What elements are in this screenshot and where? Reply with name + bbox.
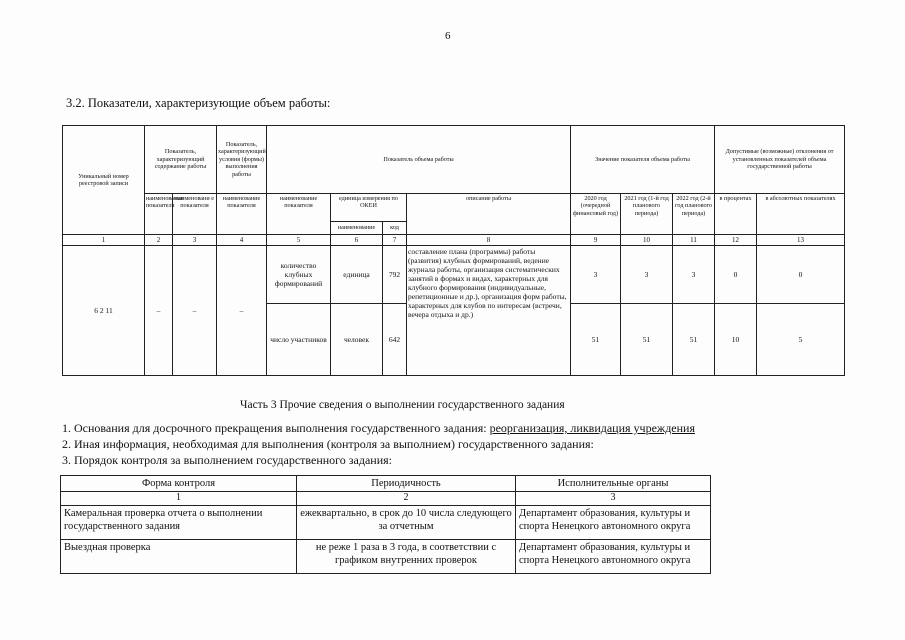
value-2022: 3 (673, 246, 715, 304)
column-number: 9 (571, 235, 621, 246)
page-number: 6 (445, 30, 451, 42)
header-content-indicator: Показатель, характеризующий содержание работы (145, 126, 217, 194)
control-header-form: Форма контроля (61, 476, 297, 492)
column-number: 6 (331, 235, 383, 246)
section-title: 3.2. Показатели, характеризующие объем работы: (66, 96, 331, 110)
work-description: составление плана (программы) работы (развития) клубных формирований, ведение журнала работы, организация систематических занятий в формах и видах, характерных для клубного формирования (индивидуальные, репетиционные и др.), организация форм работы, характерных для клубов по интересам (встречи, вечера отдыха и др.) (407, 246, 571, 376)
header-indicator-name-2: наименовани е показателя (173, 194, 217, 235)
work-volume-table (62, 125, 845, 376)
dash-cell: – (173, 246, 217, 376)
column-number: 5 (267, 235, 331, 246)
header-year-2020: 2020 год (очередной финансовый год) (571, 194, 621, 235)
header-indicator-name-3: наименование показателя (217, 194, 267, 235)
deviation-percent: 0 (715, 246, 757, 304)
value-2020: 51 (571, 304, 621, 376)
control-procedure-line: 3. Порядок контроля за выполнением государственного задания: (62, 453, 392, 467)
value-2022: 51 (673, 304, 715, 376)
header-conditions-indicator: Показатель, характеризующий условия (формы) выполнения работы (217, 126, 267, 194)
column-number: 1 (63, 235, 145, 246)
indicator-name: число участников (267, 304, 331, 376)
control-periodicity: ежеквартально, в срок до 10 числа следующего за отчетным (297, 505, 516, 539)
header-unique-number: Уникальный номер реестровой записи (63, 126, 145, 235)
header-year-2021: 2021 год (1-й год планового периода) (621, 194, 673, 235)
deviation-absolute: 0 (757, 246, 845, 304)
deviation-percent: 10 (715, 304, 757, 376)
control-periodicity: не реже 1 раза в 3 года, в соответствии с графиком внутренних проверок (297, 539, 516, 573)
control-column-number: 1 (61, 492, 297, 506)
header-in-percent: в процентах (715, 194, 757, 235)
header-volume-indicator: Показатель объема работы (267, 126, 571, 194)
control-column-number: 3 (516, 492, 711, 506)
header-volume-values: Значение показателя объема работы (571, 126, 715, 194)
control-table (60, 475, 711, 574)
control-header-bodies: Исполнительные органы (516, 476, 711, 492)
control-column-number: 2 (297, 492, 516, 506)
control-header-period: Периодичность (297, 476, 516, 492)
header-okei-unit: единица измерения по ОКЕИ (331, 194, 407, 222)
other-info-line: 2. Иная информация, необходимая для выполнения (контроля за выполнием) государственного задания: (62, 437, 594, 451)
control-executive-body: Департамент образования, культуры и спорта Ненецкого автономного округа (516, 539, 711, 573)
unit-name: человек (331, 304, 383, 376)
registry-code: 6 2 11 (63, 246, 145, 376)
column-number: 3 (173, 235, 217, 246)
column-number: 8 (407, 235, 571, 246)
header-absolute: в абсолютных показателях (757, 194, 845, 235)
value-2021: 3 (621, 246, 673, 304)
deviation-absolute: 5 (757, 304, 845, 376)
header-work-description: описание работы (407, 194, 571, 235)
column-number: 7 (383, 235, 407, 246)
header-allowed-deviation: Допустимые (возможные) отклонения от установленных показателей объема государственной работы (715, 126, 845, 194)
header-okei-code: код (383, 222, 407, 235)
early-termination-line (62, 421, 695, 436)
control-executive-body: Департамент образования, культуры и спорта Ненецкого автономного округа (516, 505, 711, 539)
control-form: Выездная проверка (61, 539, 297, 573)
column-number: 4 (217, 235, 267, 246)
column-number: 12 (715, 235, 757, 246)
unit-name: единица (331, 246, 383, 304)
unit-code: 642 (383, 304, 407, 376)
part3-title: Часть 3 Прочие сведения о выполнении государственного задания (240, 399, 565, 411)
header-okei-name: наименование (331, 222, 383, 235)
indicator-name: количество клубных формирований (267, 246, 331, 304)
early-termination-label: 1. Основания для досрочного прекращения выполнения государственного задания: (62, 421, 490, 435)
value-2020: 3 (571, 246, 621, 304)
dash-cell: – (145, 246, 173, 376)
unit-code: 792 (383, 246, 407, 304)
value-2021: 51 (621, 304, 673, 376)
control-form: Камеральная проверка отчета о выполнении государственного задания (61, 505, 297, 539)
column-number: 2 (145, 235, 173, 246)
dash-cell: – (217, 246, 267, 376)
header-year-2022: 2022 год (2-й год планового периода) (673, 194, 715, 235)
header-indicator-name-1: наименование показателя (145, 194, 173, 235)
column-number: 10 (621, 235, 673, 246)
column-number: 13 (757, 235, 845, 246)
column-number: 11 (673, 235, 715, 246)
header-volume-indicator-name: наименование показателя (267, 194, 331, 235)
early-termination-value: реорганизация, ликвидация учреждения (489, 421, 695, 435)
